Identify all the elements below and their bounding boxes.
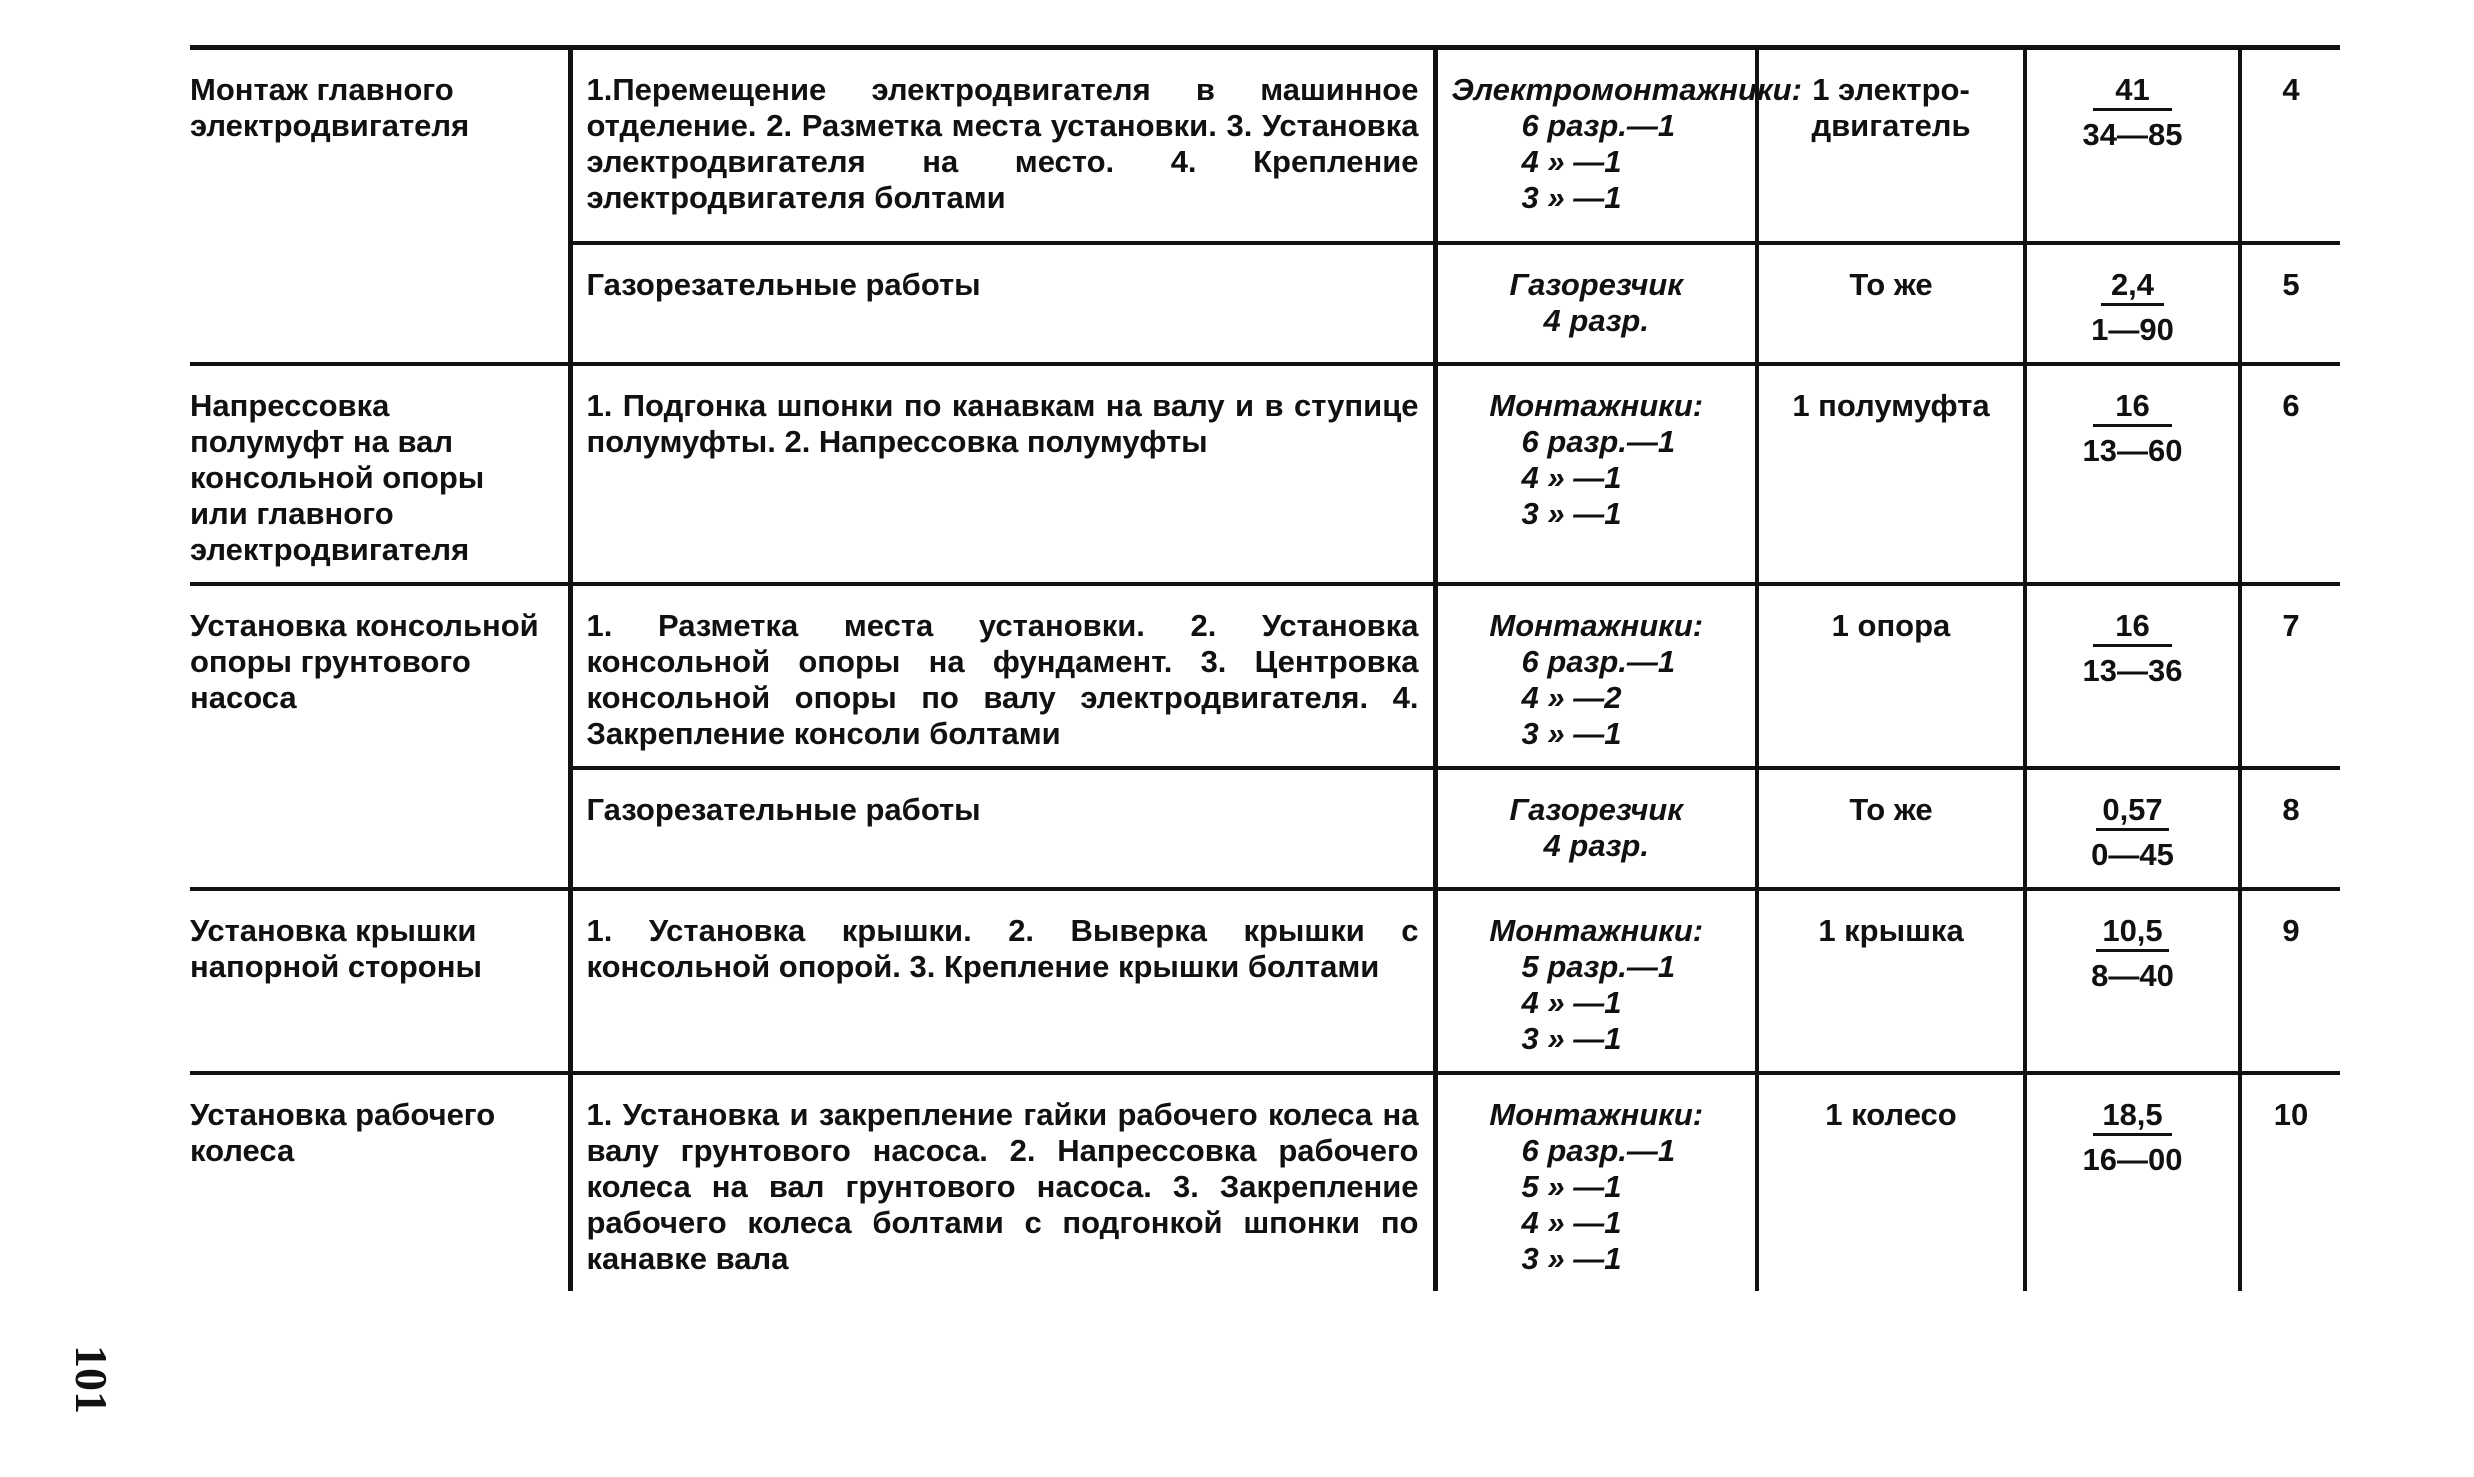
norm-cost: 13—36: [2082, 652, 2183, 688]
table-row: [190, 243, 2340, 364]
worker-grade: 3 » —1: [1521, 180, 1622, 215]
table-row: [190, 584, 2340, 768]
worker-grade: 3 » —1: [1521, 1020, 1622, 1056]
page-number: 101: [66, 1345, 117, 1414]
unit-cell: [1757, 243, 2025, 364]
norm-time: 10,5: [2096, 913, 2168, 952]
norm-time: 16: [2093, 388, 2173, 427]
work-name: Установка крышки напорной стороны: [190, 912, 482, 984]
worker-grade: 4 разр.: [1543, 827, 1649, 863]
table-row: [190, 889, 2340, 1073]
unit-text: То же: [1849, 266, 1933, 302]
operations-cell: [570, 243, 1435, 364]
work-name-cell: [190, 243, 570, 364]
table-row: [190, 364, 2340, 584]
workers-title: Монтажники:: [1489, 387, 1704, 423]
worker-grade: 3 » —1: [1521, 715, 1622, 751]
operations-cell: [570, 768, 1435, 889]
operations-text: Газорезательные работы: [586, 266, 981, 302]
norm-time: 18,5: [2093, 1097, 2173, 1136]
row-number: 10: [2273, 1096, 2309, 1132]
table-body: [190, 48, 2340, 1291]
row-number-cell: [2240, 48, 2340, 243]
row-number: 8: [2282, 791, 2300, 827]
unit-text: 1 полумуфта: [1792, 387, 1990, 423]
norm-fraction: [2086, 792, 2178, 873]
workers-cell: [1435, 1073, 1757, 1291]
worker-grade: 4 » —1: [1521, 144, 1622, 179]
unit-text: 1 крышка: [1818, 912, 1964, 948]
norm-fraction: [2083, 388, 2183, 469]
operations-cell: [570, 364, 1435, 584]
operations-cell: [570, 1073, 1435, 1291]
norm-fraction: [2091, 267, 2174, 348]
row-number-cell: [2240, 364, 2340, 584]
norm-fraction: [2086, 913, 2178, 994]
row-number: 7: [2282, 607, 2300, 643]
worker-grade: 4 » —1: [1521, 984, 1622, 1020]
norms-table: [190, 45, 2340, 1291]
worker-grade: 6 разр.—1: [1521, 108, 1676, 143]
norm-fraction: [2083, 608, 2183, 689]
operations-cell: [570, 48, 1435, 243]
row-number: 6: [2282, 387, 2300, 423]
norm-fraction: [2083, 72, 2183, 153]
work-name-cell: [190, 364, 570, 584]
operations-text: 1. Разметка места установки. 2. Установка консольной опоры на фундамент. 3. Центровка консольной опоры по валу электродвигателя. 4. Закрепление консоли болтами: [586, 607, 1419, 751]
table-row: [190, 48, 2340, 243]
work-name: Установка консольной опоры грунтового насоса: [190, 607, 539, 715]
norm-cell: [2025, 364, 2240, 584]
norm-cell: [2025, 1073, 2240, 1291]
row-number: 9: [2282, 912, 2300, 948]
work-name: Установка рабочего колеса: [190, 1096, 496, 1168]
unit-cell: [1757, 768, 2025, 889]
norm-fraction: [2083, 1097, 2183, 1178]
worker-grade: 6 разр.—1: [1521, 1132, 1676, 1168]
workers-cell: [1435, 768, 1757, 889]
norm-cost: 8—40: [2091, 957, 2174, 993]
worker-grade: 4 » —1: [1521, 1204, 1622, 1240]
row-number: 4: [2282, 72, 2300, 107]
operations-text: 1. Подгонка шпонки по канавкам на валу и в ступице полумуфты. 2. Напрессовка полумуфты: [586, 387, 1419, 459]
worker-grade: 3 » —1: [1521, 1240, 1622, 1276]
work-name-cell: [190, 889, 570, 1073]
norm-cost: 34—85: [2082, 117, 2183, 152]
worker-grade: 5 » —1: [1521, 1168, 1622, 1204]
worker-grade: 5 разр.—1: [1521, 948, 1676, 984]
workers-cell: [1435, 889, 1757, 1073]
worker-grade: 6 разр.—1: [1521, 643, 1676, 679]
workers-cell: [1435, 48, 1802, 243]
work-name-cell: [190, 1073, 570, 1291]
worker-grade: 4 разр.: [1543, 302, 1649, 338]
workers-title: Газорезчик: [1509, 791, 1683, 827]
worker-grade: 4 » —2: [1521, 679, 1622, 715]
row-number-cell: [2240, 243, 2340, 364]
norm-cell: [2025, 48, 2240, 243]
operations-text: 1.Перемещение электродвигателя в машинное отделение. 2. Разметка места установки. 3. Установка электродвигателя на место. 4. Крепление электродвигателя болтами: [586, 72, 1419, 215]
work-name: Монтаж главного электродвигателя: [190, 72, 470, 143]
worker-grade: 4 » —1: [1521, 459, 1622, 495]
row-number: 5: [2282, 266, 2300, 302]
worker-grade: 3 » —1: [1521, 495, 1622, 531]
operations-text: 1. Установка крышки. 2. Выверка крышки с консольной опорой. 3. Крепление крышки болтами: [586, 912, 1419, 984]
unit-text: 1 опора: [1831, 607, 1951, 643]
row-number-cell: [2240, 1073, 2340, 1291]
unit-text: 1 колесо: [1825, 1096, 1957, 1132]
operations-cell: [570, 584, 1435, 768]
workers-title: Электромонтажники:: [1451, 72, 1802, 107]
norm-cell: [2025, 584, 2240, 768]
workers-title: Монтажники:: [1489, 912, 1704, 948]
norm-cell: [2025, 243, 2240, 364]
unit-cell: [1757, 1073, 2025, 1291]
unit-cell: [1757, 584, 2025, 768]
row-number-cell: [2240, 584, 2340, 768]
operations-cell: [570, 889, 1435, 1073]
workers-cell: [1435, 364, 1757, 584]
norm-cost: 13—60: [2082, 432, 2183, 468]
row-number-cell: [2240, 768, 2340, 889]
unit-text: 1 электро-двигатель: [1811, 72, 1971, 143]
workers-cell: [1435, 584, 1757, 768]
row-number-cell: [2240, 889, 2340, 1073]
work-name-cell: [190, 584, 570, 768]
norm-time: 41: [2093, 72, 2173, 111]
workers-cell: [1435, 243, 1757, 364]
norm-cost: 0—45: [2091, 836, 2174, 872]
norm-time: 0,57: [2096, 792, 2168, 831]
norm-time: 16: [2093, 608, 2173, 647]
worker-grade: 6 разр.—1: [1521, 423, 1676, 459]
unit-cell: [1757, 889, 2025, 1073]
work-name: Напрессовка полумуфт на вал консольной опоры или главного электродвигателя: [190, 387, 485, 567]
norm-cell: [2025, 889, 2240, 1073]
workers-title: Монтажники:: [1489, 1096, 1704, 1132]
norm-cost: 1—90: [2091, 311, 2174, 347]
work-name-cell: [190, 48, 570, 243]
norm-time: 2,4: [2101, 267, 2164, 306]
unit-text: То же: [1849, 791, 1933, 827]
table-row: [190, 768, 2340, 889]
workers-title: Монтажники:: [1489, 607, 1704, 643]
operations-text: 1. Установка и закрепление гайки рабочего колеса на валу грунтового насоса. 2. Напрессовка рабочего колеса на вал грунтового насоса. 3. Закрепление рабочего колеса болтами с подгонкой шпонки по канавке вала: [586, 1096, 1419, 1276]
workers-title: Газорезчик: [1509, 266, 1683, 302]
table-row: [190, 1073, 2340, 1291]
operations-text: Газорезательные работы: [586, 791, 981, 827]
norm-cell: [2025, 768, 2240, 889]
norm-cost: 16—00: [2082, 1141, 2183, 1177]
unit-cell: [1757, 364, 2025, 584]
work-name-cell: [190, 768, 570, 889]
